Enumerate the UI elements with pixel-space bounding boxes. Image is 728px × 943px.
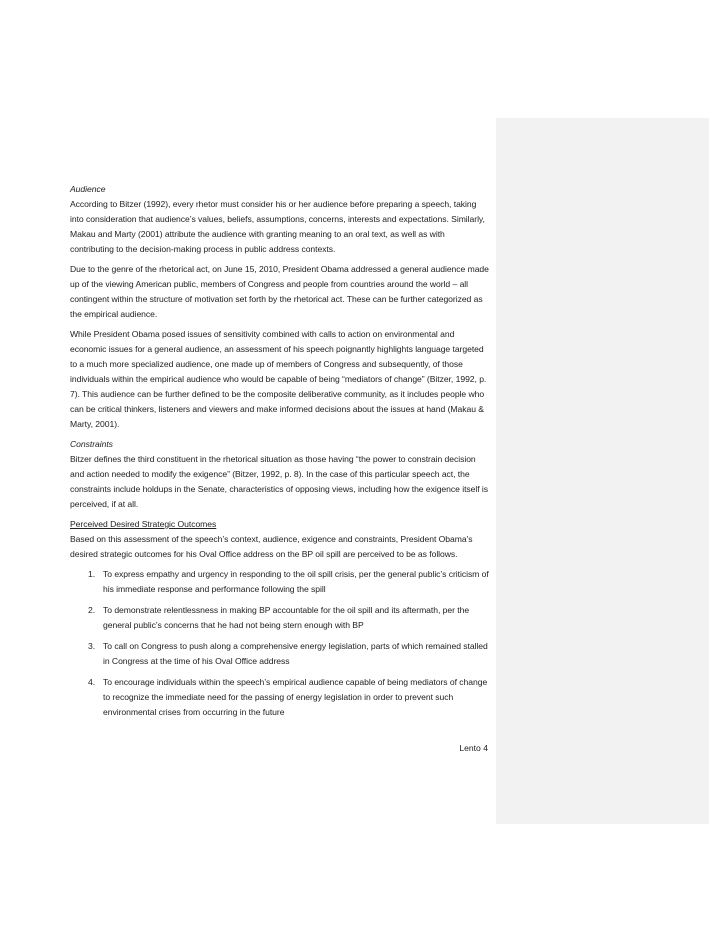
comment-pane [496, 118, 709, 824]
outcomes-list [70, 567, 490, 720]
list-item [70, 603, 490, 633]
audience-heading: Audience [70, 184, 106, 194]
list-item-text: To encourage individuals within the speech’s empirical audience capable of being mediators of change to recognize the immediate need for the passing of energy legislation in order to prevent such environmental crises from occurring in the future [103, 677, 488, 717]
audience-paragraph-2: Due to the genre of the rhetorical act, on June 15, 2010, President Obama addressed a general audience made up of the viewing American public, members of Congress and people from countries around the world – all contingent within the structure of motivation set forth by the rhetorical act. These can be further categorized as the empirical audience. [70, 264, 489, 319]
outcomes-heading: Perceived Desired Strategic Outcomes [70, 519, 217, 529]
list-item-number: 4. [88, 677, 96, 687]
list-item-text: To express empathy and urgency in responding to the oil spill crisis, per the general public’s criticism of his immediate response and performance following the spill [103, 569, 489, 594]
list-item-text: To call on Congress to push along a comprehensive energy legislation, parts of which remained stalled in Congress at the time of his Oval Office address [103, 641, 488, 666]
constraints-paragraph: Bitzer defines the third constituent in the rhetorical situation as those having “the power to constrain decision and action needed to modify the exigence” (Bitzer, 1992, p. 8). In the case of this particular speech act, the constraints include holdups in the Senate, characteristics of opposing views, including how the exigence itself is perceived, if at all. [70, 454, 489, 509]
list-item-number: 2. [88, 605, 96, 615]
constraints-section [70, 437, 490, 512]
list-item-text: To demonstrate relentlessness in making BP accountable for the oil spill and its aftermath, per the general public’s concerns that he had not being stern enough with BP [103, 605, 470, 630]
list-item [70, 567, 490, 597]
page-number: Lento 4 [459, 743, 488, 753]
audience-paragraph-3: While President Obama posed issues of sensitivity combined with calls to action on environmental and economic issues for a general audience, an assessment of his speech poignantly highlights language targeted to a much more specialized audience, one made up of members of Congress and subsequently, of those individuals within the empirical audience who would be capable of being “mediators of change” (Bitzer, 1992, p. 7). This audience can be further defined to be the composite deliberative community, as it includes people who can be critical thinkers, listeners and viewers and make informed decisions about the issues at hand (Makau & Marty, 2001). [70, 329, 487, 429]
list-item [70, 675, 490, 720]
list-item [70, 639, 490, 669]
constraints-heading: Constraints [70, 439, 113, 449]
audience-paragraph-1: According to Bitzer (1992), every rhetor must consider his or her audience before preparing a speech, taking into consideration that audience’s values, beliefs, assumptions, concerns, interests and expectations. Similarly, Makau and Marty (2001) attribute the audience with granting meaning to an oral text, as well as with contributing to the decision-making process in public address contexts. [70, 199, 485, 254]
outcomes-section [70, 517, 490, 562]
audience-section [70, 182, 490, 257]
document-body [70, 182, 490, 726]
outcomes-paragraph: Based on this assessment of the speech’s context, audience, exigence and constraints, President Obama’s desired strategic outcomes for his Oval Office address on the BP oil spill are perceived to be as follows. [70, 534, 473, 559]
list-item-number: 1. [88, 569, 96, 579]
list-item-number: 3. [88, 641, 96, 651]
